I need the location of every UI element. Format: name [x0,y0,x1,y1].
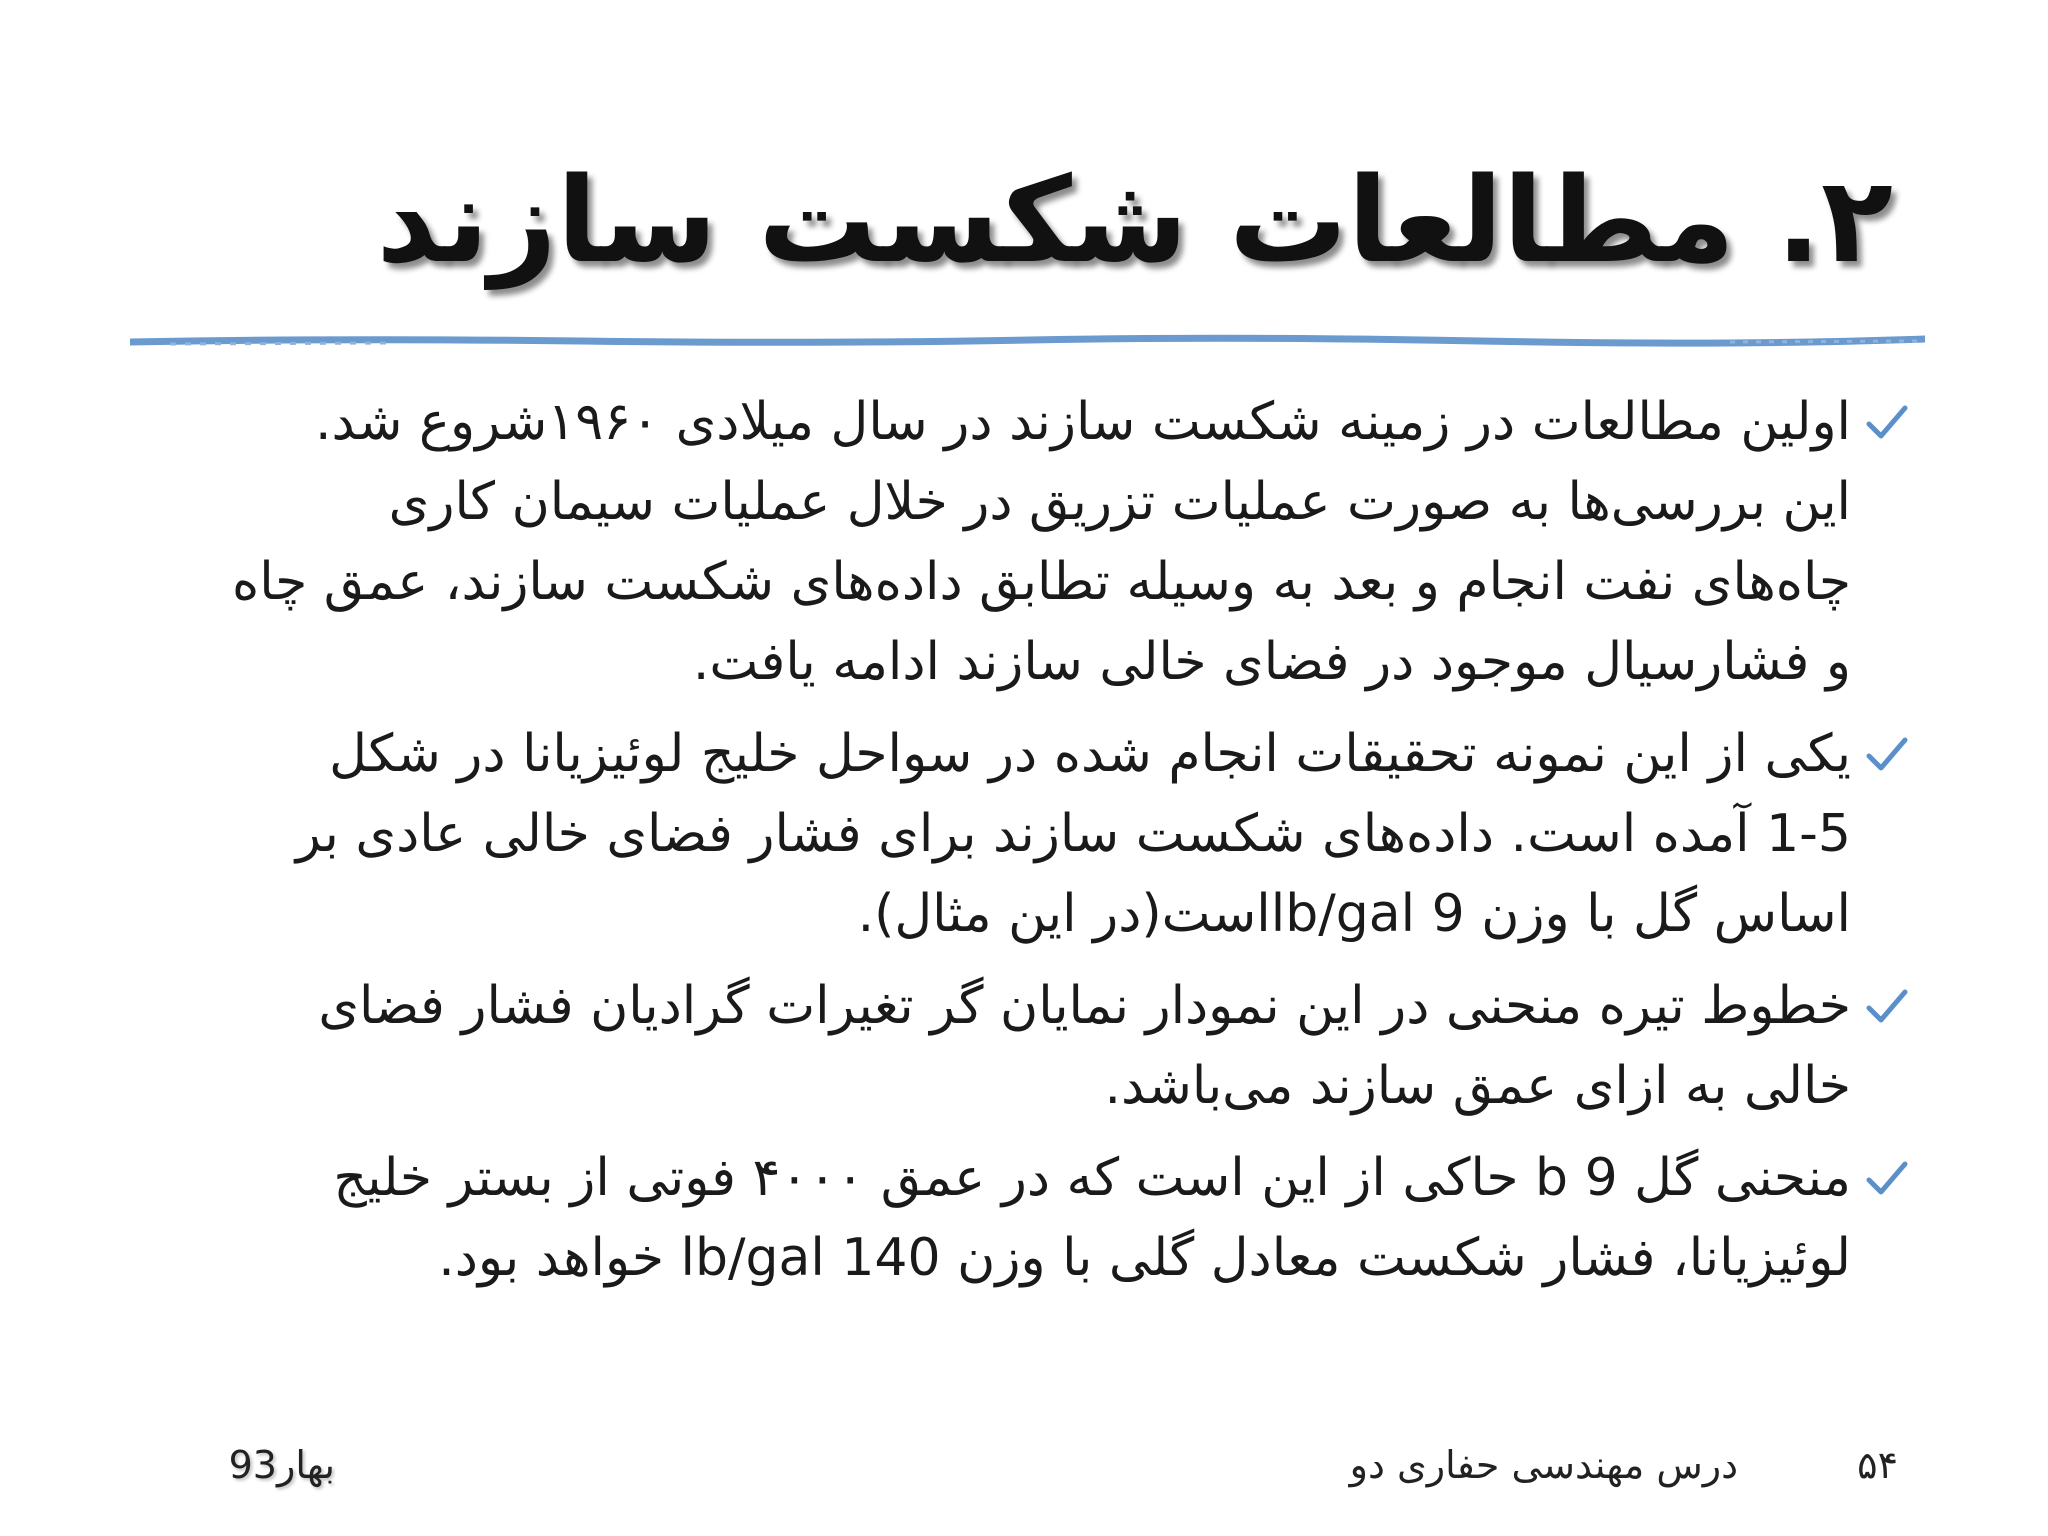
page-number: ۵۴ [1857,1443,1898,1487]
bullet-item [170,714,1875,954]
course-name: درس مهندسی حفاری دو [1349,1443,1738,1487]
checkmark-icon [1865,402,1909,442]
checkmark-icon [1865,734,1909,774]
bullet-line: 1-5 آمده است. داده‌های شکست سازند برای فشار فضای خالی عادی بر [295,804,1851,864]
semester-label: بهار93 [228,1443,335,1487]
bullet-line: اولین مطالعات در زمینه شکست سازند در سال میلادی ۱۹۶۰شروع شد. [315,392,1851,452]
bullet-item [170,382,1875,702]
bullet-item [170,1138,1875,1298]
checkmark-icon [1865,986,1909,1026]
slide-title: ۲. مطالعات شکست سازند [376,151,1893,289]
bullet-line: منحنی گل 9 b حاکی از این است که در عمق ۴۰۰۰ فوتی از بستر خلیج [333,1148,1851,1208]
bullet-line: و فشارسیال موجود در فضای خالی سازند ادامه یافت. [692,632,1851,692]
bullet-list [170,382,1875,1310]
bullet-line: لوئیزیانا، فشار شکست معادل گلی با وزن 140 lb/gal خواهد بود. [438,1228,1851,1288]
bullet-line: چاه‌های نفت انجام و بعد به وسیله تطابق داده‌های شکست سازند، عمق چاه [232,552,1851,612]
checkmark-icon [1865,1158,1909,1198]
bullet-line: خطوط تیره منحنی در این نمودار نمایان گر تغیرات گرادیان فشار فضای [318,976,1851,1036]
title-divider [130,330,1925,354]
bullet-line: خالی به ازای عمق سازند می‌باشد. [1104,1056,1851,1116]
bullet-line: این بررسی‌ها به صورت عملیات تزریق در خلال عملیات سیمان کاری [388,472,1851,532]
bullet-line: اساس گل با وزن 9 lb/galاست(در این مثال). [857,884,1851,944]
bullet-line: یکی از این نمونه تحقیقات انجام شده در سواحل خلیج لوئیزیانا در شکل [329,724,1851,784]
bullet-item [170,966,1875,1126]
